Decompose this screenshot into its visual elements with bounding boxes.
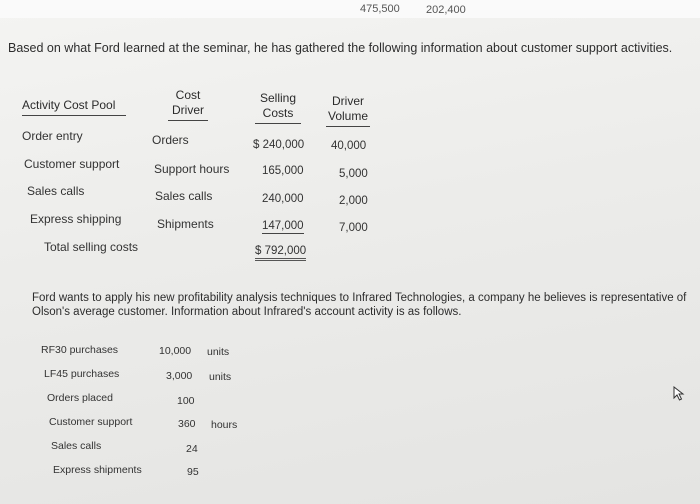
row-order-entry-pool: Order entry <box>22 129 83 143</box>
activity-rf30-value: 10,000 <box>159 345 192 357</box>
row-express-shipping-pool: Express shipping <box>30 212 122 226</box>
row-customer-support-pool: Customer support <box>24 157 120 171</box>
top-value-1: 475,500 <box>360 3 400 15</box>
row-express-shipping-cost: 147,000 <box>262 220 304 232</box>
row-sales-calls-volume: 2,000 <box>339 195 368 207</box>
row-express-shipping-driver: Shipments <box>157 217 214 231</box>
row-customer-support-volume: 5,000 <box>339 168 368 180</box>
activity-lf45-label: LF45 purchases <box>44 368 120 380</box>
activity-orders-placed-label: Orders placed <box>47 392 113 404</box>
analysis-paragraph <box>32 291 686 319</box>
activity-customer-support-label: Customer support <box>49 416 133 428</box>
header-selling-costs <box>255 91 301 124</box>
activity-rf30-unit: units <box>207 346 230 358</box>
row-customer-support-cost: 165,000 <box>262 165 304 177</box>
header-activity-cost-pool: Activity Cost Pool <box>22 98 126 116</box>
row-sales-calls-driver: Sales calls <box>155 189 213 203</box>
row-order-entry-volume: 40,000 <box>331 140 367 152</box>
top-value-2: 202,400 <box>426 4 466 16</box>
activity-customer-support-value: 360 <box>178 418 196 430</box>
analysis-paragraph-line2: Olson's average customer. Information about Infrared's account activity is as follows. <box>32 306 462 318</box>
activity-customer-support-unit: hours <box>211 419 238 431</box>
activity-express-shipments-value: 95 <box>187 466 199 478</box>
header-selling-costs-line2: Costs <box>262 106 294 120</box>
mouse-cursor-icon <box>673 386 687 402</box>
intro-text: Based on what Ford learned at the seminar, he has gathered the following information about customer support activities. <box>8 41 673 55</box>
activity-express-shipments-label: Express shipments <box>53 464 142 476</box>
header-driver-volume-line2: Volume <box>327 109 369 123</box>
activity-orders-placed-value: 100 <box>177 395 195 407</box>
row-sales-calls-cost: 240,000 <box>262 193 304 205</box>
row-customer-support-driver: Support hours <box>154 162 230 176</box>
activity-lf45-value: 3,000 <box>166 370 193 382</box>
activity-sales-calls-value: 24 <box>186 443 198 455</box>
header-cost-driver-line2: Driver <box>172 103 204 117</box>
row-order-entry-cost: $ 240,000 <box>253 139 305 151</box>
total-selling-costs-label: Total selling costs <box>44 240 139 254</box>
total-selling-costs-value: $ 792,000 <box>255 245 306 261</box>
activity-sales-calls-label: Sales calls <box>51 440 102 452</box>
row-express-shipping-volume: 7,000 <box>339 222 368 234</box>
activity-rf30-label: RF30 purchases <box>41 344 119 356</box>
top-band <box>0 0 700 18</box>
row-order-entry-driver: Orders <box>152 133 189 147</box>
header-cost-driver-line1: Cost <box>175 88 201 102</box>
header-selling-costs-line1: Selling <box>259 91 297 105</box>
header-driver-volume <box>326 94 370 127</box>
row-sales-calls-pool: Sales calls <box>27 184 85 198</box>
activity-lf45-unit: units <box>209 371 232 383</box>
header-driver-volume-line1: Driver <box>332 94 364 108</box>
header-cost-driver <box>168 88 208 121</box>
analysis-paragraph-line1: Ford wants to apply his new profitability analysis techniques to Infrared Technologies, a company he believes is representative of <box>32 292 687 304</box>
